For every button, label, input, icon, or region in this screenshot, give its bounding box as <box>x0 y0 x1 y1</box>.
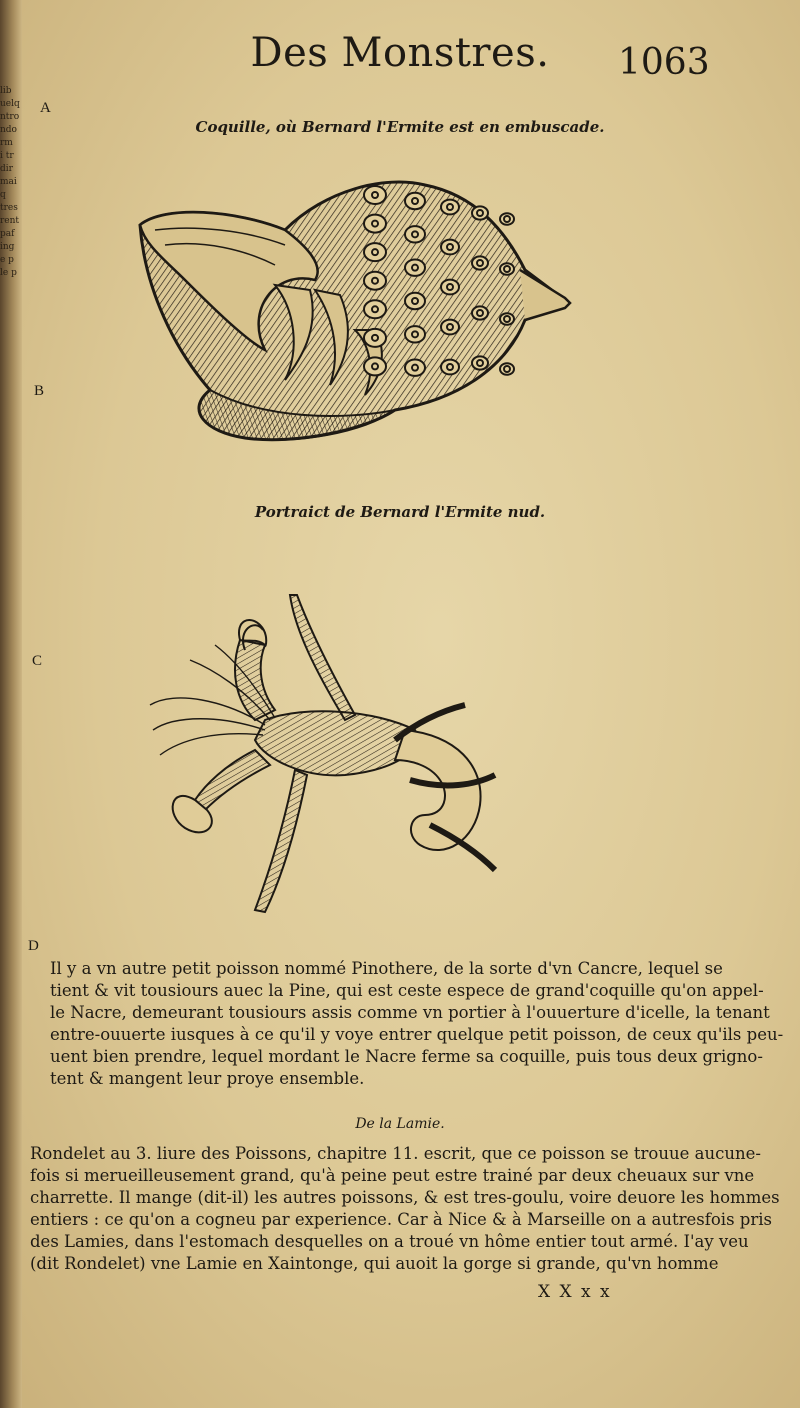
shell-knob-center <box>372 363 378 369</box>
text-line: Rondelet au 3. liure des Poissons, chapitre 11. escrit, que ce poisson se trouue aucune- <box>30 1144 761 1163</box>
hermit-crab-shell-illustration <box>125 170 575 455</box>
text-line: (dit Rondelet) vne Lamie en Xaintonge, qui auoit la gorge si grande, qu'vn homme <box>30 1254 719 1273</box>
shell-knob-center <box>372 249 378 255</box>
shell-knob-center <box>504 216 510 222</box>
adjacent-page-line: ing <box>0 242 15 252</box>
section-title-lamie: De la Lamie. <box>355 1116 445 1132</box>
text-line: tent & mangent leur proye ensemble. <box>50 1069 365 1088</box>
shell-knob-center <box>412 331 418 337</box>
margin-letter-c: C <box>32 653 43 669</box>
shell-knob-center <box>447 284 453 290</box>
margin-letter-d: D <box>28 938 39 954</box>
adjacent-page-line: dir <box>0 164 13 174</box>
shell-knob-center <box>372 192 378 198</box>
text-line: uent bien prendre, lequel mordant le Nacre ferme sa coquille, puis tous deux grigno- <box>50 1047 763 1066</box>
text-line: Il y a vn autre petit poisson nommé Pinothere, de la sorte d'vn Cancre, lequel se <box>50 959 723 978</box>
shell-knob-center <box>412 365 418 371</box>
adjacent-page-line: rent <box>0 216 20 226</box>
text-line: fois si merueilleusement grand, qu'à peine peut estre trainé par deux cheuaux sur vne <box>30 1166 755 1185</box>
paragraph-pinothere <box>50 958 784 1090</box>
shell-knob-center <box>504 316 510 322</box>
shell-knob-center <box>447 324 453 330</box>
caption-crab: Portraict de Bernard l'Ermite nud. <box>254 503 546 521</box>
adjacent-page-line: e p <box>0 255 14 265</box>
adjacent-page-line: tres <box>0 203 18 213</box>
adjacent-page-line: ndo <box>0 125 17 135</box>
adjacent-page-line: rm <box>0 138 13 148</box>
shell-knob-center <box>412 265 418 271</box>
margin-letter-a: A <box>40 100 51 116</box>
adjacent-page-line: lib <box>0 86 12 96</box>
shell-knob-center <box>504 366 510 372</box>
text-line: le Nacre, demeurant tousiours assis comme vn portier à l'ouuerture d'icelle, la tenant <box>50 1003 770 1022</box>
text-line: tient & vit tousiours auec la Pine, qui est ceste espece de grand'coquille qu'on appel- <box>50 981 764 1000</box>
page-number: 1063 <box>618 42 710 83</box>
shell-knob-center <box>372 221 378 227</box>
adjacent-page-line: le p <box>0 268 17 278</box>
adjacent-page-line: mai <box>0 177 17 187</box>
shell-knob-center <box>372 278 378 284</box>
adjacent-page-line: q <box>0 190 6 200</box>
shell-knob-center <box>412 231 418 237</box>
adjacent-page-line: paf <box>0 229 15 239</box>
text-line: des Lamies, dans l'estomach desquelles on a troué vn hôme entier tout armé. I'ay veu <box>30 1232 749 1251</box>
adjacent-page-line: uelq <box>0 99 20 109</box>
adjacent-page-line: ntro <box>0 112 20 122</box>
text-line: charrette. Il mange (dit-il) les autres poissons, & est tres-goulu, voire deuore les hommes <box>30 1188 780 1207</box>
shell-knob-center <box>447 364 453 370</box>
shell-knob-center <box>477 260 483 266</box>
text-line: entiers : ce qu'on a cogneu par experience. Car à Nice & à Marseille on a autresfois pris <box>30 1210 772 1229</box>
hermit-crab-illustration <box>145 590 525 920</box>
shell-knob-center <box>504 266 510 272</box>
adjacent-page-line: i tr <box>0 151 14 161</box>
shell-knob-center <box>372 335 378 341</box>
margin-letter-b: B <box>34 383 45 399</box>
shell-knob-center <box>412 198 418 204</box>
shell-knob-center <box>447 204 453 210</box>
paragraph-lamie <box>30 1143 780 1275</box>
shell-knob-center <box>447 244 453 250</box>
shell-knob-center <box>372 306 378 312</box>
signature-mark: X X x x <box>538 1282 612 1302</box>
shell-knob-center <box>477 310 483 316</box>
caption-shell: Coquille, où Bernard l'Ermite est en embuscade. <box>195 118 605 136</box>
running-head: Des Monstres. <box>250 30 550 76</box>
shell-knob-center <box>412 298 418 304</box>
shell-knob-center <box>477 360 483 366</box>
text-line: entre-ouuerte iusques à ce qu'il y voye entrer quelque petit poisson, de ceux qu'ils peu- <box>50 1025 784 1044</box>
shell-knob-center <box>477 210 483 216</box>
